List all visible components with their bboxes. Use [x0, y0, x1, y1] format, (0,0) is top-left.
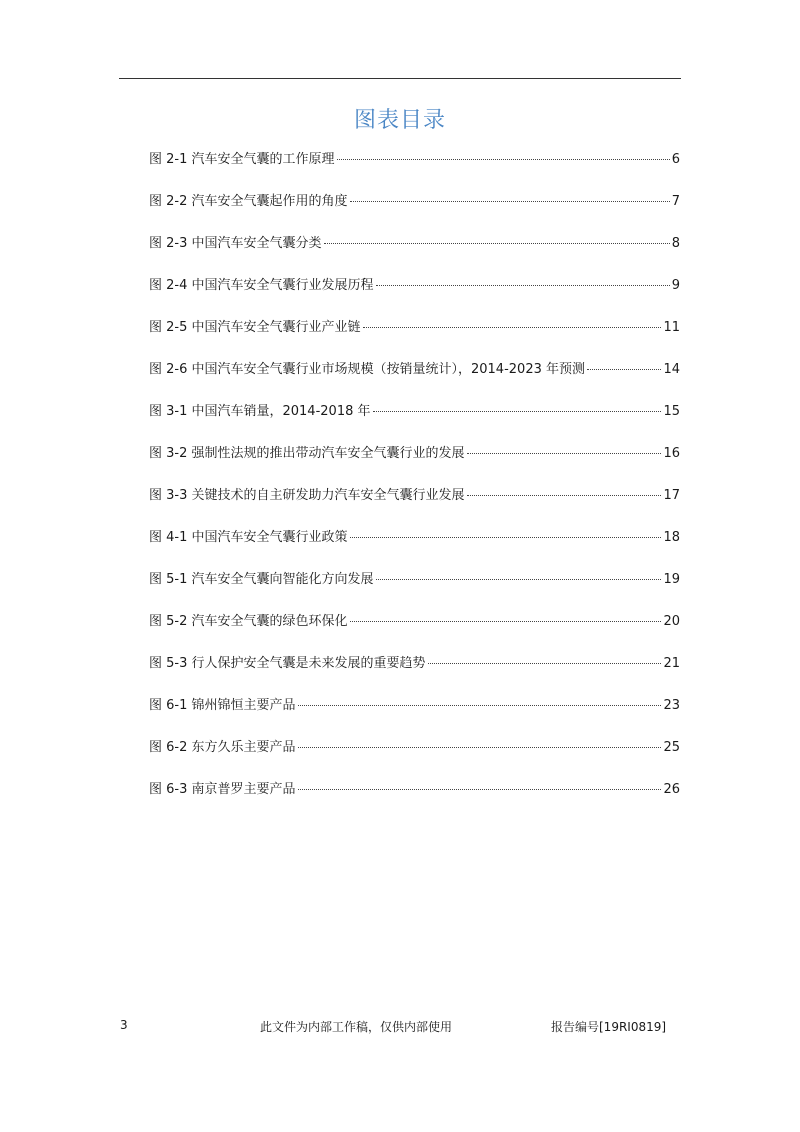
toc-entry-label: 图 3-1 中国汽车销量，2014-2018 年 [149, 404, 371, 419]
header-rule [119, 78, 681, 79]
toc-entry-label: 图 5-2 汽车安全气囊的绿色环保化 [149, 614, 348, 629]
dot-leader [298, 704, 662, 706]
dot-leader [298, 746, 662, 748]
toc-entry-page: 25 [663, 740, 680, 755]
toc-entry-label: 图 2-4 中国汽车安全气囊行业发展历程 [149, 278, 374, 293]
toc-entry-page: 8 [671, 236, 680, 251]
dot-leader [428, 662, 662, 664]
toc-entry-label: 图 6-3 南京普罗主要产品 [149, 782, 296, 797]
toc-entry-label: 图 2-3 中国汽车安全气囊分类 [149, 236, 322, 251]
toc-entry[interactable] [149, 776, 680, 818]
toc-entry-label: 图 6-1 锦州锦恒主要产品 [149, 698, 296, 713]
figure-index-list [149, 146, 680, 818]
toc-entry[interactable] [149, 608, 680, 650]
toc-entry-page: 21 [663, 656, 680, 671]
dot-leader [467, 452, 662, 454]
toc-entry-page: 20 [663, 614, 680, 629]
toc-entry-page: 26 [663, 782, 680, 797]
toc-entry-page: 19 [663, 572, 680, 587]
dot-leader [363, 326, 662, 328]
page-title: 图表目录 [353, 108, 446, 133]
toc-entry-label: 图 2-1 汽车安全气囊的工作原理 [149, 152, 335, 167]
toc-entry[interactable] [149, 272, 680, 314]
toc-entry-label: 图 5-1 汽车安全气囊向智能化方向发展 [149, 572, 374, 587]
toc-entry-page: 15 [663, 404, 680, 419]
dot-leader [350, 620, 662, 622]
toc-entry-label: 图 2-5 中国汽车安全气囊行业产业链 [149, 320, 361, 335]
toc-entry[interactable] [149, 356, 680, 398]
toc-entry[interactable] [149, 398, 680, 440]
dot-leader [376, 578, 662, 580]
toc-entry[interactable] [149, 314, 680, 356]
toc-entry-page: 9 [671, 278, 680, 293]
toc-entry[interactable] [149, 692, 680, 734]
toc-entry[interactable] [149, 230, 680, 272]
toc-entry-page: 11 [663, 320, 680, 335]
toc-entry[interactable] [149, 566, 680, 608]
dot-leader [324, 242, 670, 244]
footer-notice: 此文件为内部工作稿，仅供内部使用 [260, 1020, 453, 1034]
toc-entry-page: 16 [663, 446, 680, 461]
toc-entry-label: 图 2-6 中国汽车安全气囊行业市场规模（按销量统计），2014-2023 年预测 [149, 362, 585, 377]
footer-page-number: 3 [120, 1018, 128, 1032]
toc-entry-page: 7 [671, 194, 680, 209]
toc-entry-label: 图 3-2 强制性法规的推出带动汽车安全气囊行业的发展 [149, 446, 465, 461]
toc-entry[interactable] [149, 482, 680, 524]
footer-report-code: 报告编号[19RI0819] [551, 1020, 667, 1034]
toc-entry-page: 18 [663, 530, 680, 545]
dot-leader [373, 410, 662, 412]
toc-entry-label: 图 6-2 东方久乐主要产品 [149, 740, 296, 755]
toc-entry-label: 图 3-3 关键技术的自主研发助力汽车安全气囊行业发展 [149, 488, 465, 503]
toc-entry-page: 14 [663, 362, 680, 377]
toc-entry-page: 6 [671, 152, 680, 167]
toc-entry-label: 图 5-3 行人保护安全气囊是未来发展的重要趋势 [149, 656, 426, 671]
toc-entry-page: 17 [663, 488, 680, 503]
toc-entry-label: 图 4-1 中国汽车安全气囊行业政策 [149, 530, 348, 545]
toc-entry-label: 图 2-2 汽车安全气囊起作用的角度 [149, 194, 348, 209]
dot-leader [350, 200, 670, 202]
toc-entry[interactable] [149, 650, 680, 692]
dot-leader [298, 788, 662, 790]
dot-leader [587, 368, 661, 370]
toc-entry[interactable] [149, 146, 680, 188]
toc-entry[interactable] [149, 734, 680, 776]
dot-leader [337, 158, 670, 160]
toc-entry[interactable] [149, 188, 680, 230]
toc-entry-page: 23 [663, 698, 680, 713]
dot-leader [350, 536, 662, 538]
toc-entry[interactable] [149, 440, 680, 482]
dot-leader [467, 494, 662, 496]
toc-entry[interactable] [149, 524, 680, 566]
dot-leader [376, 284, 670, 286]
